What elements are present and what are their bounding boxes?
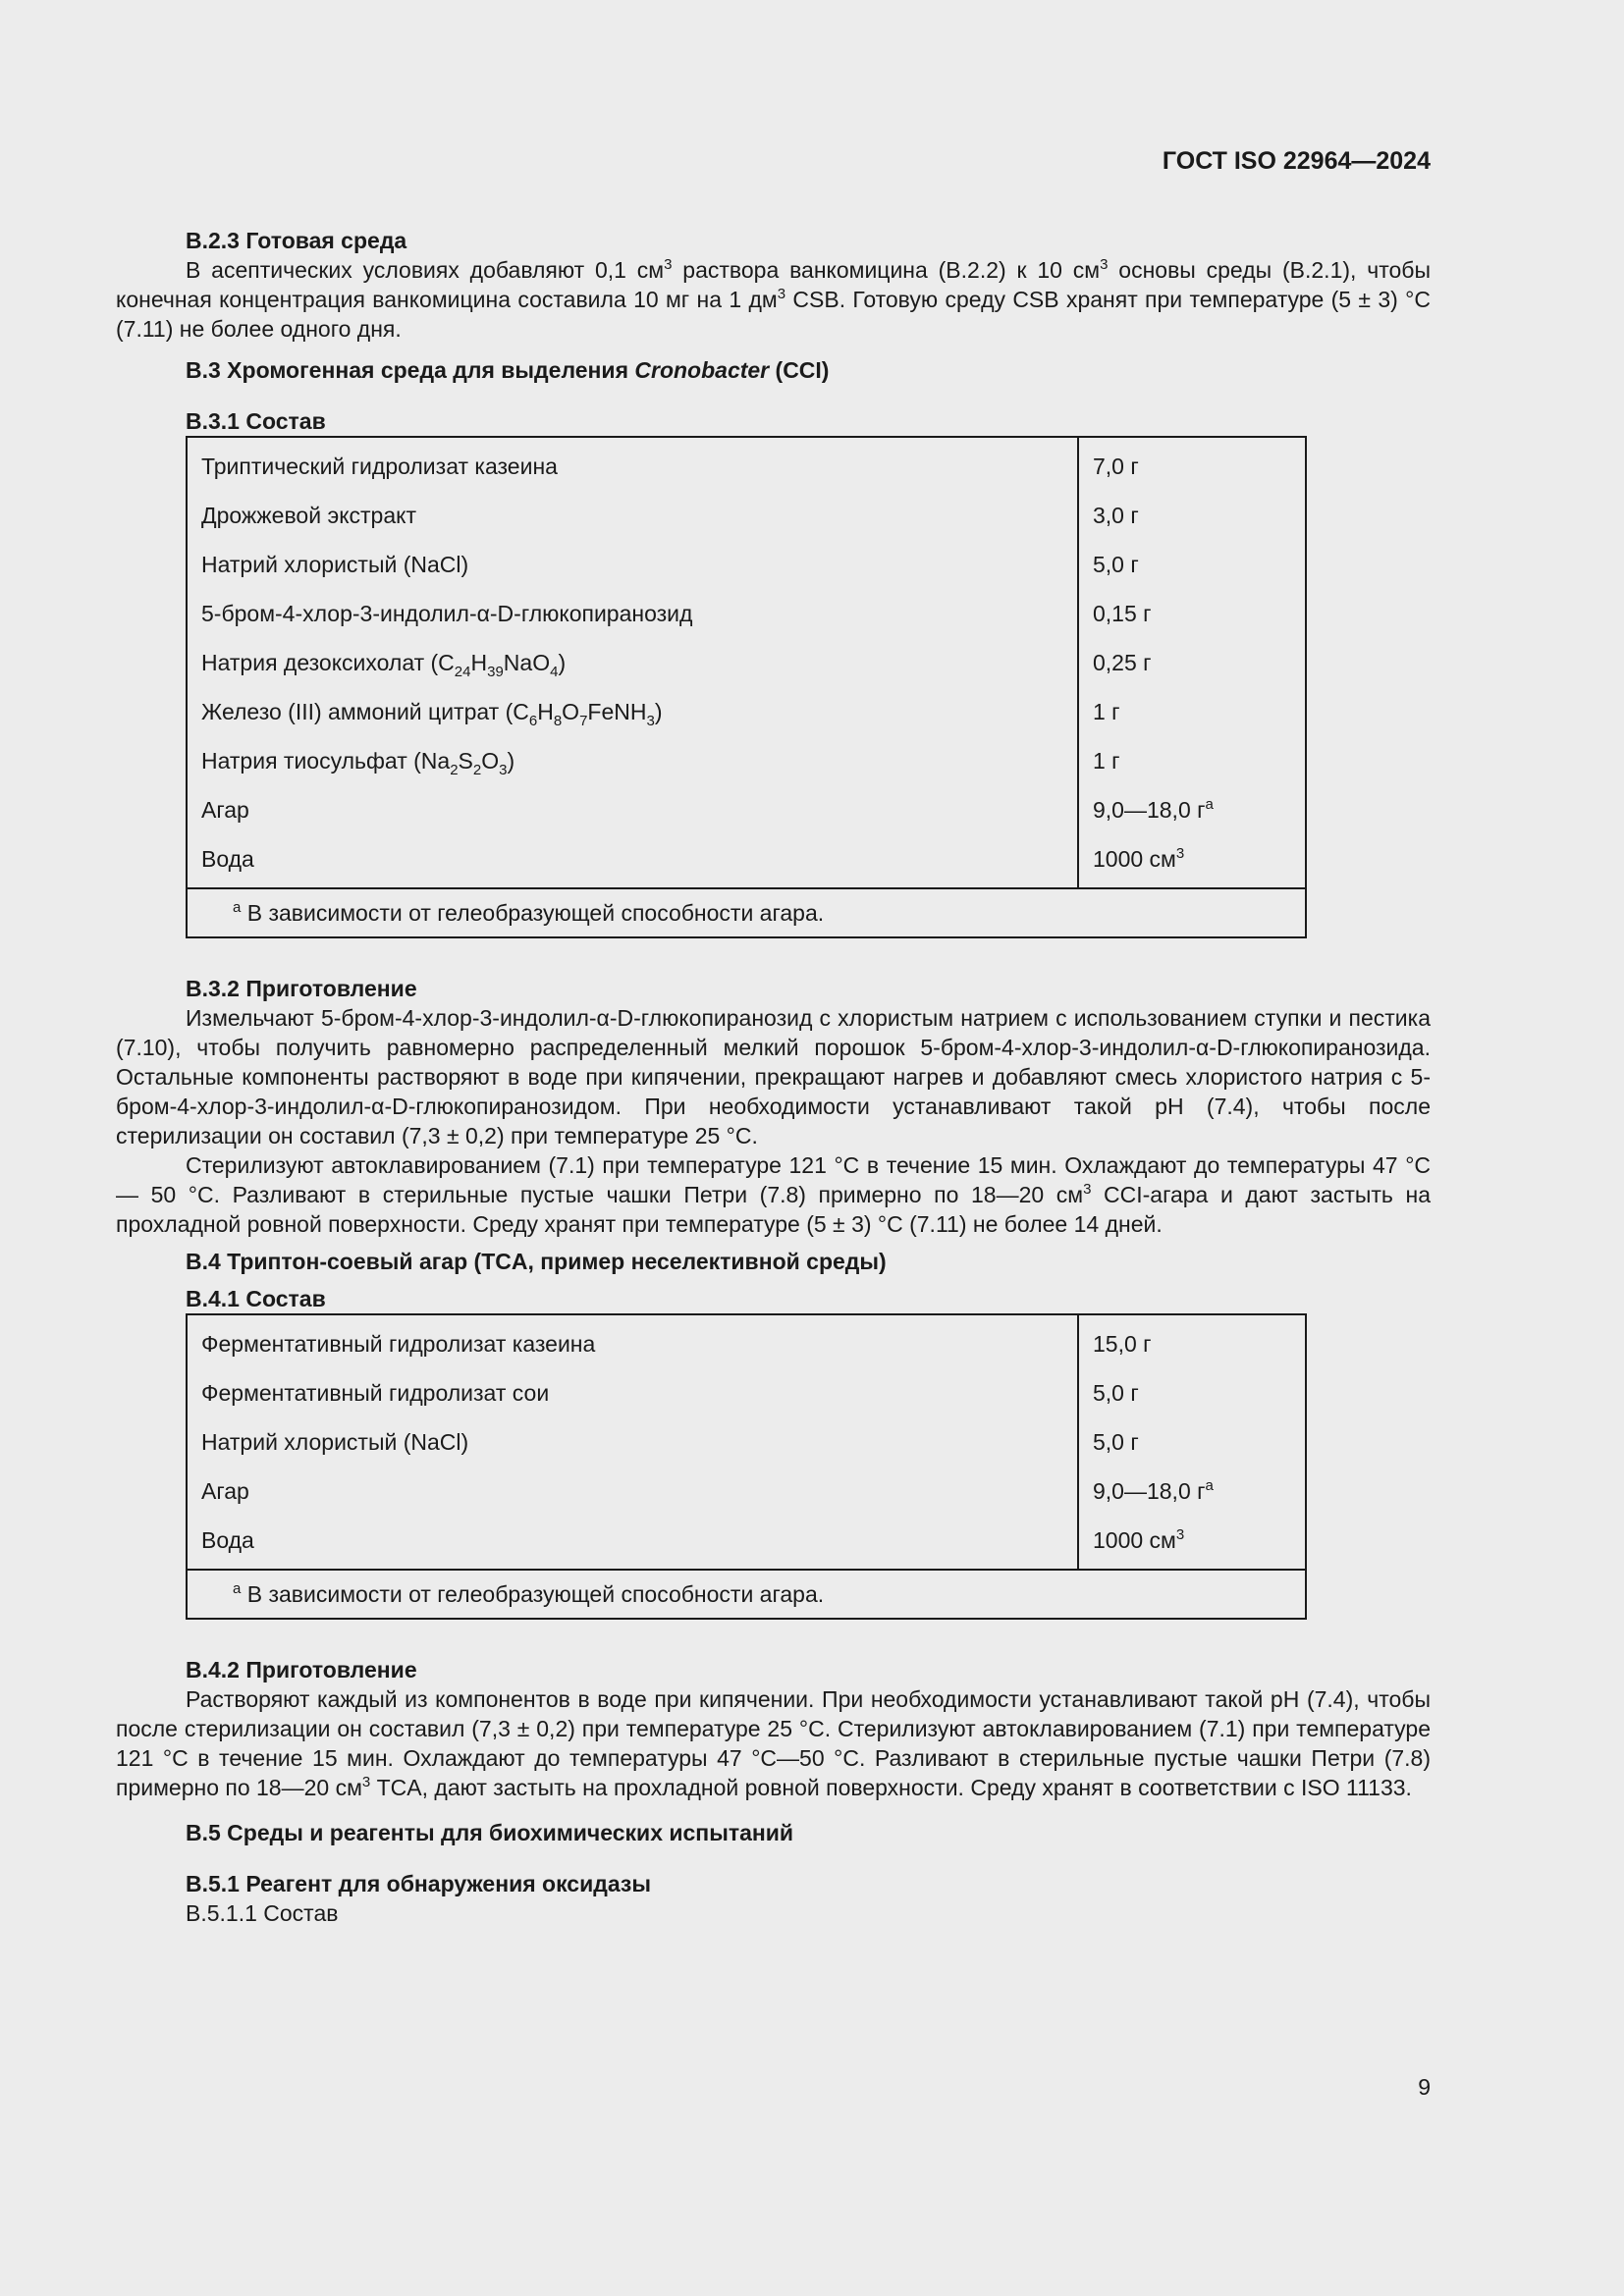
ingredient-amount: 5,0 г	[1078, 540, 1306, 589]
section-b32-paragraph-2: Стерилизуют автоклавированием (7.1) при температуре 121 °C в течение 15 мин. Охлаждают до температуры 47 °C — 50 °C. Разливают в стерильные пустые чашки Петри (7.8) примерно по 18—20 $см^3$ CCI-агара и дают застыть на прохладной ровной поверхности. Среду хранят при температуре (5 ± 3) °C (7.11) не более 14 дней.	[116, 1152, 1431, 1237]
table-row	[187, 491, 1306, 540]
ingredient-amount: 5,0 г	[1078, 1368, 1306, 1417]
section-b51-title: B.5.1 Реагент для обнаружения оксидазы	[186, 1871, 651, 1896]
section-b41-title: B.4.1 Состав	[186, 1286, 326, 1311]
ingredient-amount: 7,0 г	[1078, 437, 1306, 491]
ingredient-name: Ферментативный гидролизат сои	[201, 1380, 550, 1406]
table-footnote: $^a$ В зависимости от гелеобразующей способности агара.	[187, 888, 1306, 937]
ingredient-amount: 3,0 г	[1078, 491, 1306, 540]
ingredient-name: Вода	[201, 1527, 254, 1553]
document-header: ГОСТ ISO 22964—2024	[1162, 147, 1431, 175]
table-row	[187, 1467, 1306, 1516]
ingredient-amount: 15,0 г	[1078, 1314, 1306, 1368]
table-row	[187, 638, 1306, 687]
ingredient-amount: 5,0 г	[1078, 1417, 1306, 1467]
page-number: 9	[1418, 2074, 1431, 2100]
table-row	[187, 1516, 1306, 1570]
section-b511-title: B.5.1.1 Состав	[186, 1900, 339, 1926]
ingredient-name: Натрий хлористый (NaCl)	[201, 552, 469, 577]
section-b23-paragraph: В асептических условиях добавляют 0,1 $см^3$ раствора ванкомицина (B.2.2) к 10 $см^3$ основы среды (B.2.1), чтобы конечная концентрация ванкомицина составила 10 мг на 1 $дм^3$ CSB. Готовую среду CSB хранят при температуре (5 ± 3) °C (7.11) не более одного дня.	[116, 256, 1431, 342]
ingredient-name: Железо (III) аммоний цитрат $(C_6H_8O_7FeNH_3)$	[201, 699, 663, 729]
table-row	[187, 785, 1306, 834]
page-content	[116, 226, 1431, 1928]
table-row	[187, 437, 1306, 491]
ingredient-amount: 1 г	[1078, 687, 1306, 736]
ingredient-name: Триптический гидролизат казеина	[201, 454, 558, 479]
ingredient-name: Натрий хлористый (NaCl)	[201, 1429, 469, 1455]
section-b31-title: B.3.1 Состав	[186, 408, 326, 434]
ingredient-name: 5-бром-4-хлор-3-индолил-α-D-глюкопиранозид	[201, 601, 693, 626]
ingredient-amount: 9,0—18,0 $г^a$	[1078, 1467, 1306, 1516]
section-b42-title: B.4.2 Приготовление	[186, 1657, 417, 1682]
section-b32-title: B.3.2 Приготовление	[186, 976, 417, 1001]
ingredient-amount: 0,25 г	[1078, 638, 1306, 687]
ingredient-name: Дрожжевой экстракт	[201, 503, 416, 528]
ingredient-name: Натрия тиосульфат $(Na_2S_2O_3)$	[201, 748, 515, 778]
section-b5-title: B.5 Среды и реагенты для биохимических испытаний	[186, 1820, 794, 1845]
section-b42-paragraph: Растворяют каждый из компонентов в воде при кипячении. При необходимости устанавливают такой pH (7.4), чтобы после стерилизации он составил (7,3 ± 0,2) при температуре 25 °C. Стерилизуют автоклавированием (7.1) при температуре 121 °C в течение 15 мин. Охлаждают до температуры 47 °C—50 °C. Разливают в стерильные пустые чашки Петри (7.8) примерно по 18—20 $см^3$ TCA, дают застыть на прохладной ровной поверхности. Среду хранят в соответствии с ISO 11133.	[116, 1686, 1431, 1800]
table-row	[187, 1314, 1306, 1368]
table-row	[187, 1368, 1306, 1417]
table-row	[187, 540, 1306, 589]
table-footnote-row	[187, 888, 1306, 937]
table-row	[187, 1417, 1306, 1467]
ingredient-name: Агар	[201, 1478, 249, 1504]
ingredient-name: Вода	[201, 846, 254, 872]
table-footnote: $^a$ В зависимости от гелеобразующей способности агара.	[187, 1570, 1306, 1619]
section-b32-paragraph-1: Измельчают 5-бром-4-хлор-3-индолил-α-D-глюкопиранозид с хлористым натрием с использованием ступки и пестика (7.10), чтобы получить равномерно распределенный мелкий порошок 5-бром-4-хлор-3-индолил-α-D-глюкопиранозида. Остальные компоненты растворяют в воде при кипячении, прекращают нагрев и добавляют смесь хлористого натрия с 5-бром-4-хлор-3-индолил-α-D-глюкопиранозидом. При необходимости устанавливают такой pH (7.4), чтобы после стерилизации он составил (7,3 ± 0,2) при температуре 25 °C.	[116, 1005, 1431, 1148]
ingredient-name: Ферментативный гидролизат казеина	[201, 1331, 596, 1357]
table-row	[187, 834, 1306, 888]
section-b23-title: B.2.3 Готовая среда	[186, 228, 407, 253]
table-footnote-row	[187, 1570, 1306, 1619]
table-row	[187, 736, 1306, 785]
ingredient-name: Натрия дезоксихолат $(C_{24}H_{39}NaO_4)$	[201, 650, 567, 680]
ingredient-name: Агар	[201, 797, 249, 823]
section-b3-title: B.3 Хромогенная среда для выделения Cronobacter (CCI)	[186, 357, 830, 383]
section-b4-title: B.4 Триптон-соевый агар (TCA, пример неселективной среды)	[186, 1249, 887, 1274]
tca-composition-table	[186, 1313, 1307, 1620]
ingredient-amount: 1000 $см^3$	[1078, 834, 1306, 888]
ingredient-amount: 0,15 г	[1078, 589, 1306, 638]
ingredient-amount: 9,0—18,0 $г^a$	[1078, 785, 1306, 834]
ingredient-amount: 1000 $см^3$	[1078, 1516, 1306, 1570]
ingredient-amount: 1 г	[1078, 736, 1306, 785]
table-row	[187, 687, 1306, 736]
cci-composition-table	[186, 436, 1307, 938]
table-row	[187, 589, 1306, 638]
